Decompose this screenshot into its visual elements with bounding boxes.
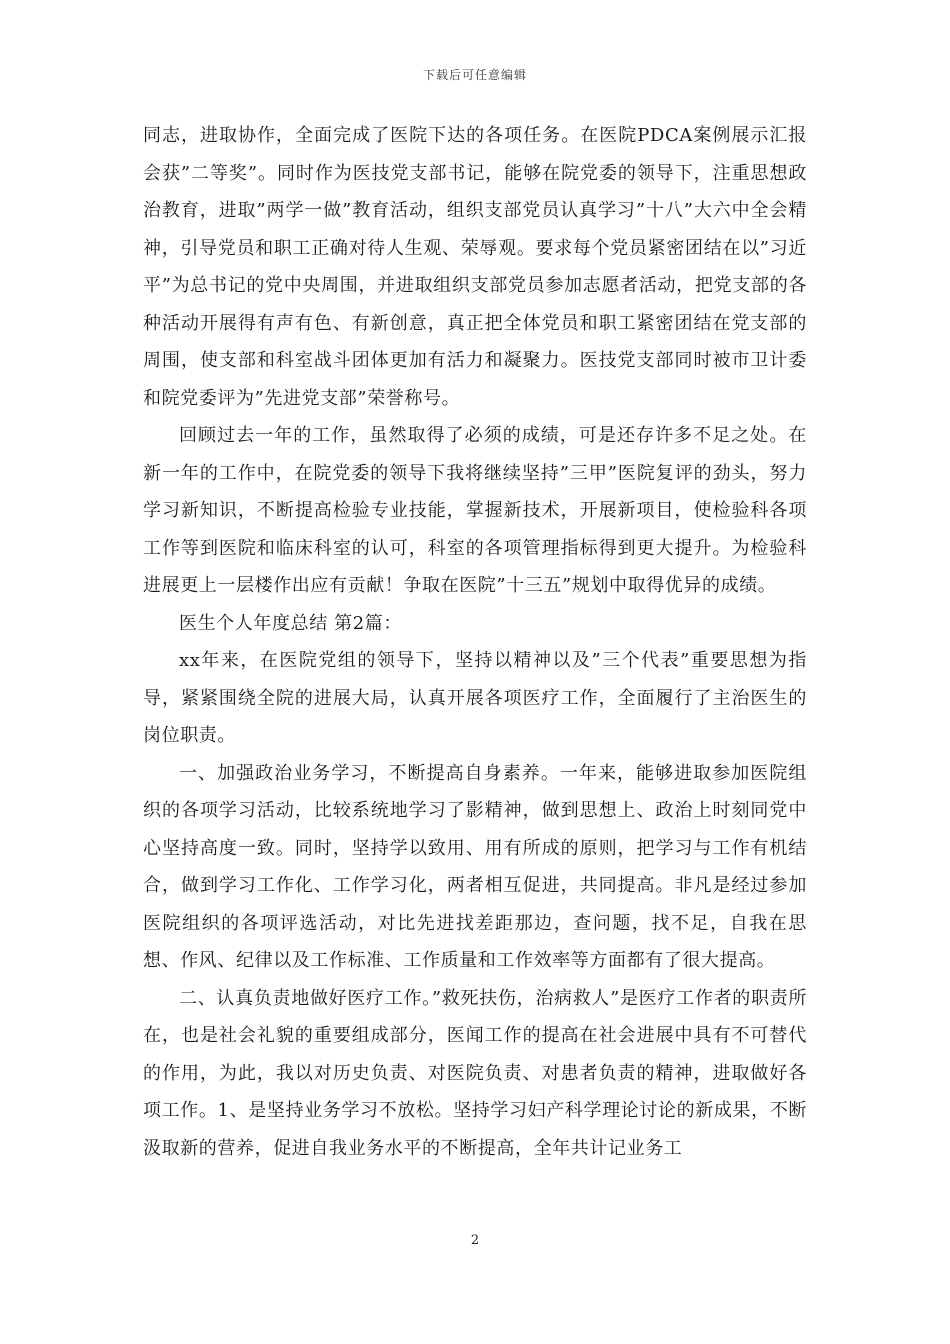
document-body <box>143 117 807 1167</box>
paragraph-point-two: 二、认真负责地做好医疗工作。”救死扶伤，治病救人”是医疗工作者的职责所在，也是社会礼貌的重要组成部分，医闻工作的提高在社会进展中具有不可替代的作用，为此，我以对历史负责、对医院负责、对患者负责的精神，进取做好各项工作。1、是坚持业务学习不放松。坚持学习妇产科学理论讨论的新成果，不断汲取新的营养，促进自我业务水平的不断提高，全年共计记业务工 <box>143 987 807 1159</box>
section-heading: 医生个人年度总结 第2篇： <box>179 612 402 634</box>
page-number: 2 <box>470 1233 480 1248</box>
paragraph-review: 回顾过去一年的工作，虽然取得了必须的成绩，可是还存许多不足之处。在新一年的工作中，在院党委的领导下我将继续坚持”三甲”医院复评的劲头，努力学习新知识，不断提高检验专业技能，掌握新技术，开展新项目，使检验科各项工作等到医院和临床科室的认可，科室的各项管理指标得到更大提升。为检验科进展更上一层楼作出应有贡献！争取在医院”十三五”规划中取得优异的成绩。 <box>143 425 807 596</box>
paragraph-point-one: 一、加强政治业务学习，不断提高自身素养。一年来，能够进取参加医院组织的各项学习活动，比较系统地学习了影精神，做到思想上、政治上时刻同党中心坚持高度一致。同时，坚持学以致用、用有所成的原则，把学习与工作有机结合，做到学习工作化、工作学习化，两者相互促进，共同提高。非凡是经过参加医院组织的各项评选活动，对比先进找差距那边，查问题，找不足，自我在思想、作风、纪律以及工作标准、工作质量和工作效率等方面都有了很大提高。 <box>143 762 807 971</box>
page-header: 下载后可任意编辑 <box>422 68 527 82</box>
paragraph-intro: xx年来，在医院党组的领导下，坚持以精神以及”三个代表”重要思想为指导，紧紧围绕全院的进展大局，认真开展各项医疗工作，全面履行了主治医生的岗位职责。 <box>143 650 807 746</box>
paragraph-continuation: 同志，进取协作，全面完成了医院下达的各项任务。在医院PDCA案例展示汇报会获”二等奖”。同时作为医技党支部书记，能够在院党委的领导下，注重思想政治教育，进取”两学一做”教育活动，组织支部党员认真学习”十八”大六中全会精神，引导党员和职工正确对待人生观、荣辱观。要求每个党员紧密团结在以”习近平”为总书记的党中央周围，并进取组织支部党员参加志愿者活动，把党支部的各种活动开展得有声有色、有新创意，真正把全体党员和职工紧密团结在党支部的周围，使支部和科室战斗团体更加有活力和凝聚力。医技党支部同时被市卫计委和院党委评为”先进党支部”荣誉称号。 <box>143 125 807 409</box>
